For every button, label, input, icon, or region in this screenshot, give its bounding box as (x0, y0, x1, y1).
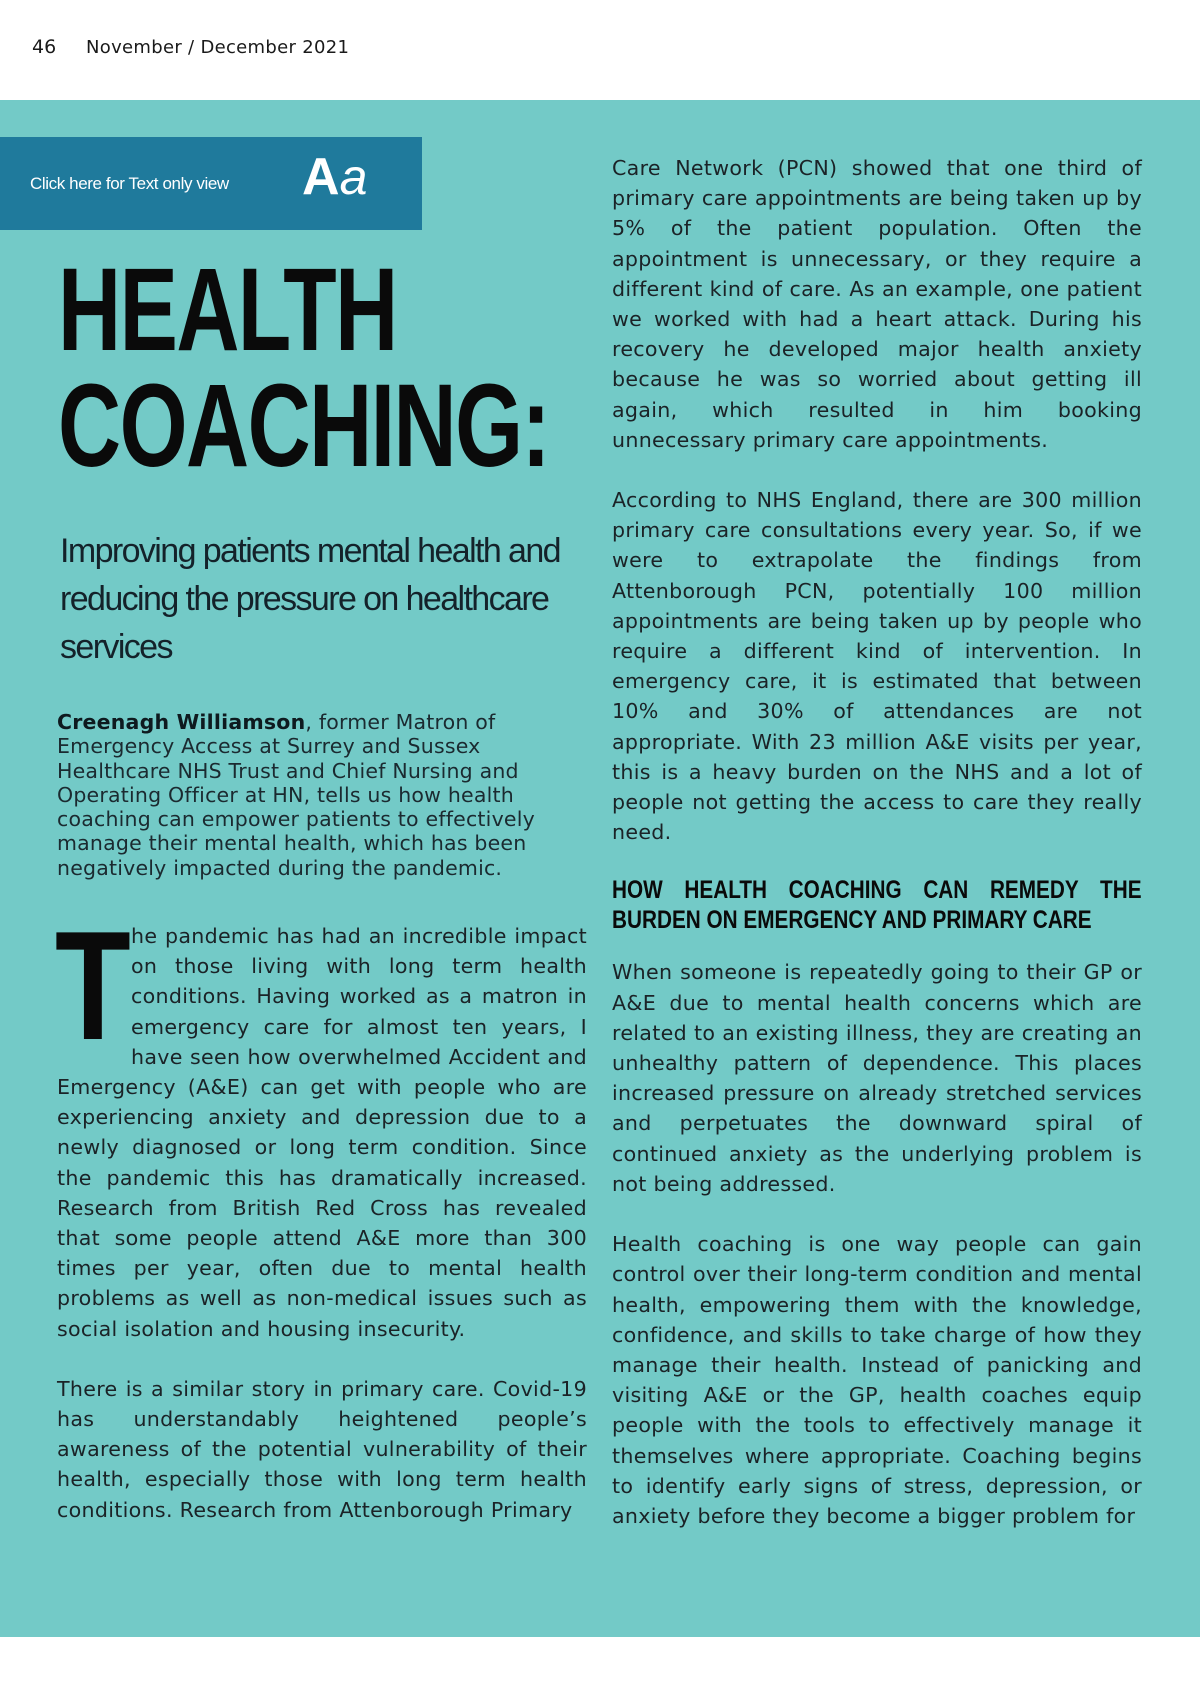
page-number: 46 (32, 36, 57, 58)
drop-cap: T (55, 899, 131, 1072)
paragraph-5: When someone is repeatedly going to their GP or A&E due to mental health concerns which are related to an existing illness, they are creating an unhealthy pattern of dependence. This places increased pressure on already stretched services and perpetuates the downward spiral of continued anxiety as the underlying problem is not being addressed. (612, 960, 1142, 1196)
article-standfirst (57, 710, 587, 880)
text-only-view-button[interactable] (0, 137, 422, 230)
page-footer (0, 1637, 1200, 1696)
section-subheading: HOW HEALTH COACHING CAN REMEDY THE BURDEN ON EMERGENCY AND PRIMARY CARE (612, 876, 1142, 935)
page-header (0, 0, 1200, 100)
paragraph-1-text: he pandemic has had an incredible impact on those living with long term health conditions. Having worked as a matron in emergency care for almost ten years, I have seen how overwhelmed Accident and Emergency (A&E) can get with people who are experiencing anxiety and depression due to a newly diagnosed or long term condition. Since the pandemic this has dramatically increased. Research from British Red Cross has revealed that some people attend A&E more than 300 times per year, often due to mental health problems as well as non-medical issues such as social isolation and housing insecurity. (57, 924, 587, 1341)
issue-date: November / December 2021 (86, 37, 350, 58)
author-name: Creenagh Williamson (57, 710, 306, 734)
standfirst-text: , former Matron of Emergency Access at Surrey and Sussex Healthcare NHS Trust and Chief Nursing and Operating Officer at HN, tells us how health coaching can empower patients to effectively manage their mental health, which has been negatively impacted during the pandemic. (57, 710, 535, 880)
text-only-view-label: Click here for Text only view (30, 174, 229, 193)
paragraph-6: Health coaching is one way people can gain control over their long-term condition and mental health, empowering them with the knowledge, confidence, and skills to take charge of how they manage their health. Instead of panicking and visiting A&E or the GP, health coaches equip people with the tools to effectively manage it themselves where appropriate. Coaching begins to identify early signs of stress, depression, or anxiety before they become a bigger problem for (612, 1232, 1142, 1528)
article-column-left (55, 899, 587, 1525)
article-subtitle: Improving patients mental health and reducing the pressure on healthcare services (60, 532, 560, 666)
article-headline (58, 244, 550, 492)
text-size-icon: Aa (302, 148, 368, 206)
paragraph-2: There is a similar story in primary care. Covid-19 has understandably heightened people’s awareness of the potential vulnerability of their health, especially those with long term health conditions. Research from Attenborough Primary (57, 1376, 587, 1522)
paragraph-1 (55, 899, 587, 1344)
article-column-right (612, 153, 1142, 1531)
paragraph-3: Care Network (PCN) showed that one third of primary care appointments are being taken up by 5% of the patient population. Often the appointment is unnecessary, or they require a different kind of care. As an example, one patient we worked with had a heart attack. During his recovery he developed major health anxiety because he was so worried about getting ill again, which resulted in him booking unnecessary primary care appointments. (612, 156, 1142, 452)
headline-line-2: COACHING: (58, 360, 550, 492)
headline-line-1: HEALTH (58, 244, 397, 376)
paragraph-4: According to NHS England, there are 300 million primary care consultations every year. So, if we were to extrapolate the findings from Attenborough PCN, potentially 100 million appointments are being taken up by people who require a different kind of intervention. In emergency care, it is estimated that between 10% and 30% of attendances are not appropriate. With 23 million A&E visits per year, this is a heavy burden on the NHS and a lot of people not getting the access to care they really need. (612, 488, 1142, 845)
